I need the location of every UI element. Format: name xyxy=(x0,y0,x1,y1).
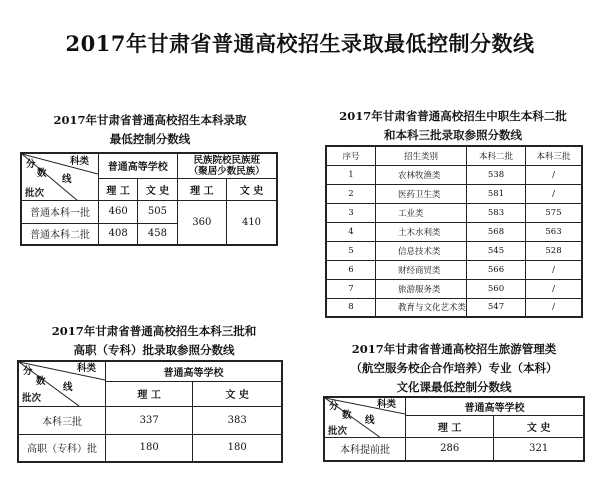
table2-cell-no: 2 xyxy=(326,184,376,203)
table1-row1-arts: 505 xyxy=(138,200,177,223)
table4-row1-batch: 本科提前批 xyxy=(324,437,406,461)
table2-cell-b3: / xyxy=(526,279,583,298)
table-row xyxy=(326,298,582,317)
table1-group-ethnic xyxy=(177,153,277,178)
table4-caption-line3: 文化课最低控制分数线 xyxy=(396,380,512,394)
table1-row1-batch: 普通本科一批 xyxy=(21,200,99,223)
table-row xyxy=(326,241,582,260)
table-row xyxy=(326,184,582,203)
table1-caption-line2: 最低控制分数线 xyxy=(109,132,191,146)
table-row xyxy=(18,406,282,434)
table2-cell-type: 信息技术类 xyxy=(376,241,467,260)
table2-cell-b3: / xyxy=(526,184,583,203)
diag-xian-label: 线 xyxy=(365,415,375,426)
table3-diagonal-header xyxy=(18,361,106,406)
diag-xian-label: 线 xyxy=(62,174,72,185)
table3-row2-arts: 180 xyxy=(193,434,282,462)
table4-col-sci: 理 工 xyxy=(406,415,494,437)
table2-cell-no: 8 xyxy=(326,298,376,317)
table1-col-sci: 理 工 xyxy=(99,178,138,200)
table3-row2-sci: 180 xyxy=(106,434,193,462)
table4-caption-line2: （航空服务校企合作培养）专业（本科） xyxy=(350,361,558,375)
table1-row2-arts: 458 xyxy=(138,223,177,245)
diag-xian-label: 线 xyxy=(63,382,73,393)
table1-group-ethnic-line2: （聚居少数民族） xyxy=(188,165,265,177)
table-row xyxy=(326,222,582,241)
table4 xyxy=(323,396,585,462)
table-row xyxy=(326,260,582,279)
table4-col-arts: 文 史 xyxy=(494,415,584,437)
table4-row1-sci: 286 xyxy=(406,437,494,461)
table2-caption-line2: 和本科三批录取参照分数线 xyxy=(384,128,522,142)
table3-row1-batch: 本科三批 xyxy=(18,406,106,434)
diag-batch-label: 批次 xyxy=(22,393,42,404)
diag-batch-label: 批次 xyxy=(25,188,45,199)
table2-cell-b2: 583 xyxy=(467,203,526,222)
table3-row1-sci: 337 xyxy=(106,406,193,434)
table2-header-type: 招生类别 xyxy=(376,146,467,165)
diag-shu-label: 数 xyxy=(36,376,46,387)
table2-cell-no: 6 xyxy=(326,260,376,279)
diag-score-label: 分 xyxy=(23,366,33,377)
table2-cell-no: 4 xyxy=(326,222,376,241)
table2-cell-type: 旅游服务类 xyxy=(376,279,467,298)
table3-caption-line1: 2017年甘肃省普通高校招生本科三批和 xyxy=(51,324,257,338)
diag-category-label: 科类 xyxy=(77,363,97,374)
table2-cell-type: 医药卫生类 xyxy=(376,184,467,203)
table1-ethnic-arts: 410 xyxy=(227,200,277,245)
table3-row1-arts: 383 xyxy=(193,406,282,434)
table3-col-arts: 文 史 xyxy=(193,381,282,406)
table2-cell-type: 农林牧渔类 xyxy=(376,165,467,184)
page-title: 2017年甘肃省普通高校招生录取最低控制分数线 xyxy=(65,31,535,56)
table1-row1-sci: 460 xyxy=(99,200,138,223)
table3-group: 普通高等学校 xyxy=(106,361,283,381)
table2-cell-type: 土木水利类 xyxy=(376,222,467,241)
table2-cell-b3: 575 xyxy=(526,203,583,222)
table4-caption xyxy=(318,340,590,397)
table1-diagonal-header xyxy=(21,153,99,200)
diag-score-label: 分 xyxy=(329,401,339,412)
table2-cell-b3: 528 xyxy=(526,241,583,260)
table2-cell-b3: / xyxy=(526,260,583,279)
table2-cell-b3: 563 xyxy=(526,222,583,241)
table2-cell-no: 1 xyxy=(326,165,376,184)
table2-header-batch2: 本科二批 xyxy=(467,146,526,165)
diag-shu-label: 数 xyxy=(342,410,352,421)
table3-caption-line2: 高职（专科）批录取参照分数线 xyxy=(73,343,235,357)
table1-col-ethnic-sci: 理 工 xyxy=(177,178,226,200)
table1 xyxy=(20,152,278,246)
table-row xyxy=(326,165,582,184)
table3-col-sci: 理 工 xyxy=(106,381,193,406)
table2-header-batch3: 本科三批 xyxy=(526,146,583,165)
table1-ethnic-sci: 360 xyxy=(177,200,226,245)
table2-cell-b2: 581 xyxy=(467,184,526,203)
table2-cell-b2: 538 xyxy=(467,165,526,184)
table1-row2-batch: 普通本科二批 xyxy=(21,223,99,245)
table2-caption-line1: 2017年甘肃省普通高校招生中职生本科二批 xyxy=(339,109,567,123)
table2-cell-no: 5 xyxy=(326,241,376,260)
table2-cell-b2: 545 xyxy=(467,241,526,260)
table2-cell-no: 3 xyxy=(326,203,376,222)
table2-cell-b3: / xyxy=(526,298,583,317)
table2-cell-b2: 560 xyxy=(467,279,526,298)
table1-col-arts: 文 史 xyxy=(138,178,177,200)
table4-diagonal-header xyxy=(324,397,406,437)
table1-caption xyxy=(14,111,286,149)
diag-score-label: 分 xyxy=(26,159,36,170)
table-row xyxy=(326,279,582,298)
table-row xyxy=(326,203,582,222)
table3-row2-batch: 高职（专科）批 xyxy=(18,434,106,462)
table2-cell-b2: 566 xyxy=(467,260,526,279)
table-row xyxy=(18,434,282,462)
table-row xyxy=(324,437,584,461)
diag-category-label: 科类 xyxy=(70,156,90,167)
table2-caption xyxy=(318,107,588,145)
diag-batch-label: 批次 xyxy=(328,426,348,437)
table4-caption-line1: 2017年甘肃省普通高校招生旅游管理类 xyxy=(351,342,557,356)
table4-row1-arts: 321 xyxy=(494,437,584,461)
table2-cell-no: 7 xyxy=(326,279,376,298)
table2-cell-type: 财经商贸类 xyxy=(376,260,467,279)
table1-caption-line1: 2017年甘肃省普通高校招生本科录取 xyxy=(53,113,247,127)
table1-row2-sci: 408 xyxy=(99,223,138,245)
table4-group: 普通高等学校 xyxy=(406,397,585,415)
table2-cell-type: 教育与文化艺术类 xyxy=(376,298,467,317)
diag-category-label: 科类 xyxy=(377,399,397,410)
table3 xyxy=(17,360,283,463)
table2-cell-type: 工业类 xyxy=(376,203,467,222)
table-row xyxy=(21,200,277,223)
table2-header-no: 序号 xyxy=(326,146,376,165)
table1-group-regular: 普通高等学校 xyxy=(99,153,178,178)
table1-group-ethnic-line1: 民族院校民族班 xyxy=(193,154,261,166)
table2-cell-b2: 568 xyxy=(467,222,526,241)
table3-caption xyxy=(14,322,294,360)
table2-cell-b2: 547 xyxy=(467,298,526,317)
table2-cell-b3: / xyxy=(526,165,583,184)
diag-shu-label: 数 xyxy=(37,168,47,179)
table2 xyxy=(325,145,583,318)
table1-col-ethnic-arts: 文 史 xyxy=(227,178,277,200)
